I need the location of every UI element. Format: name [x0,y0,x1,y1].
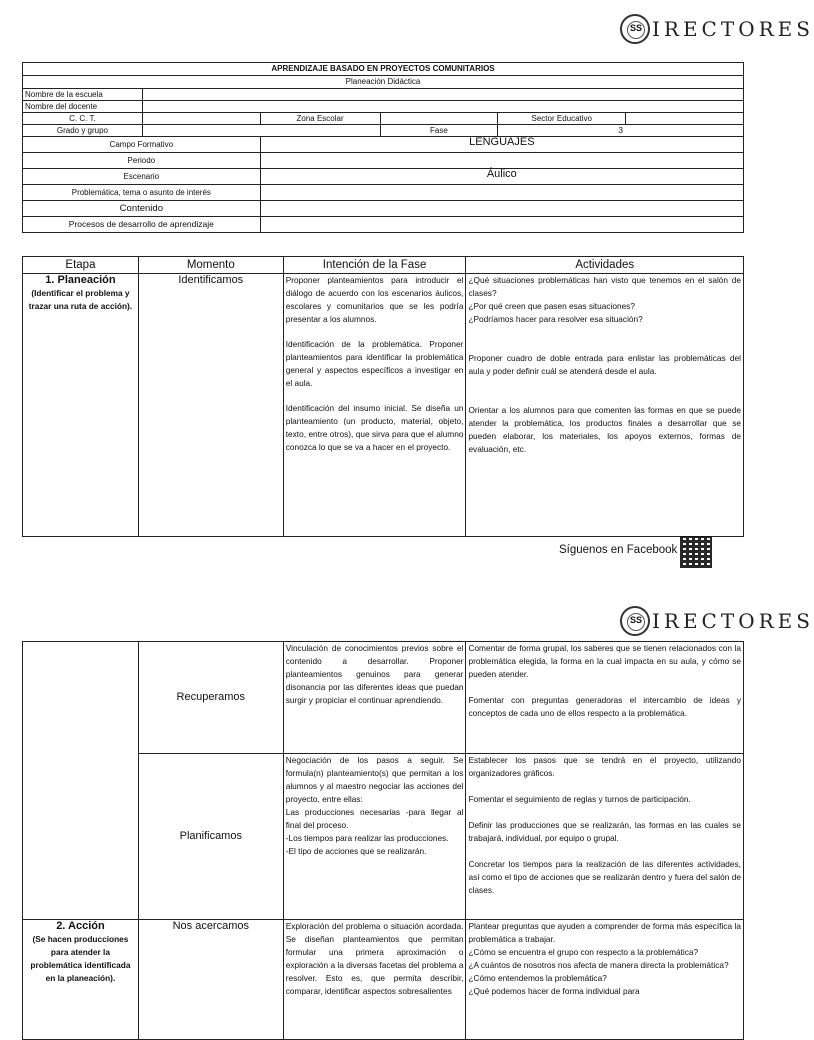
header-etapa: Etapa [23,257,139,274]
form-subtitle: Planeación Didáctica [23,76,744,89]
moment-nos-acercamos: Nos acercamos [138,920,283,1040]
label-sector: Sector Educativo [498,113,626,125]
qr-code-icon[interactable] [680,536,712,568]
moment-planificamos: Planificamos [138,754,283,920]
field-contenido[interactable] [260,201,743,217]
field-procesos[interactable] [260,217,743,233]
field-school[interactable] [142,89,743,101]
stage-table-2 [22,641,744,1040]
label-problematica: Problemática, tema o asunto de interés [23,185,261,201]
header-momento: Momento [138,257,283,274]
field-campo: LENGUAJES [260,137,743,153]
label-grade: Grado y grupo [23,125,143,137]
label-periodo: Periodo [23,153,261,169]
label-cct: C. C. T. [23,113,143,125]
field-teacher[interactable] [142,101,743,113]
label-procesos: Procesos de desarrollo de aprendizaje [23,217,261,233]
header-actividades: Actividades [466,257,744,274]
label-phase: Fase [380,125,498,137]
stage-table-1 [22,256,744,537]
field-periodo[interactable] [260,153,743,169]
intention-identificamos: Proponer planteamientos para introducir el diálogo de acuerdo con los escenarios áulicos, escolares y comunitarios que se les podría presentar a los alumnos. Identificación de la problemática. Proponer planteamientos para identificar la problemática general y aspectos específicos a investigar en el aula. Identificación del insumo inicial. Se diseña un planteamiento (un producto, material, objeto, texto, entre otros), que sirva para que el alumno conozca lo que se va a hacer en el proyecto. [283,274,466,537]
header-intencion: Intención de la Fase [283,257,466,274]
moment-identificamos: Identificamos [138,274,283,537]
field-sector[interactable] [626,113,744,125]
brand-logo-2 [620,606,814,636]
activities-nos-acercamos: Plantear preguntas que ayuden a comprender de forma más específica la problemática a trabajar. ¿Cómo se encuentra el grupo con respecto a la problemática? ¿A cuántos de nosotros nos afecta de manera directa la problemática? ¿Cómo entendemos la problemática? ¿Qué podemos hacer de forma individual para [466,920,744,1040]
moment-recuperamos: Recuperamos [138,642,283,754]
field-phase: 3 [498,125,744,137]
label-escenario: Escenario [23,169,261,185]
stage-planeacion-cont [23,642,139,920]
label-campo: Campo Formativo [23,137,261,153]
activities-identificamos: ¿Qué situaciones problemáticas han visto que tenemos en el salón de clases? ¿Por qué creen que pasen esas situaciones? ¿Podríamos hacer para resolver esa situación? Proponer cuadro de doble entrada para enlistar las problemáticas del aula y poder definir cuál se atenderá desde el aula. Orientar a los alumnos para que comenten las formas en que se puede atender la problemática, los productos finales a desarrollar que se pueden elaborar, los materiales, los apoyos externos, formas de evaluación, etc. [466,274,744,537]
intention-nos-acercamos: Exploración del problema o situación acordada. Se diseñan planteamientos que permitan formular una primera aproximación o exploración a la diversas facetas del problema a resolver. Esto es, que permita describir, comparar, identificar aspectos sobresalientes [283,920,466,1040]
intention-planificamos: Negociación de los pasos a seguir. Se formula(n) planteamiento(s) que permitan a los alumnos y al maestro negociar las acciones del proyecto, entre ellas: Las producciones necesarias -para llegar al final del proceso. -Los tiempos para realizar las producciones. -El tipo de acciones que se realizarán. [283,754,466,920]
label-school: Nombre de la escuela [23,89,143,101]
brand-wordmark: IRECTORES [652,17,814,41]
stage-accion: 2. Acción (Se hacen producciones para atender la problemática identificada en la planeación). [23,920,139,1040]
label-zone: Zona Escolar [260,113,380,125]
field-cct[interactable] [142,113,260,125]
follow-facebook-text: Síguenos en Facebook [559,544,678,556]
stage-planeacion: 1. Planeación (Identificar el problema y trazar una ruta de acción). [23,274,139,537]
field-escenario: Áulico [260,169,743,185]
field-zone[interactable] [380,113,498,125]
field-grade[interactable] [142,125,380,137]
field-problematica[interactable] [260,185,743,201]
seal-icon: SS [620,14,650,44]
seal-icon: SS [620,606,650,636]
brand-logo [620,14,814,44]
label-teacher: Nombre del docente [23,101,143,113]
label-contenido: Contenido [23,201,261,217]
brand-wordmark: IRECTORES [652,609,814,633]
activities-recuperamos: Comentar de forma grupal, los saberes que se tienen relacionados con la problemática elegida, la forma en la cual impacta en su aula, y cómo se pueden atender. Fomentar con preguntas generadoras el intercambio de ideas y conceptos de cada uno de ellos respecto a la problemática. [466,642,744,754]
activities-planificamos: Establecer los pasos que se tendrá en el proyecto, utilizando organizadores gráficos. Fomentar el seguimiento de reglas y turnos de participación. Definir las producciones que se realizarán, las formas en las cuales se trabajará, individual, por equipo o grupal. Concretar los tiempos para la realización de las diferentes actividades, así como el tipo de acciones que se realizarán dentro y fuera del salón de clases. [466,754,744,920]
planning-form [22,62,744,233]
intention-recuperamos: Vinculación de conocimientos previos sobre el contenido a desarrollar. Proponer planteamientos genuinos para generar disonancia por las diferentes ideas que puedan surgir y propiciar el continuar aprendiendo. [283,642,466,754]
form-title: APRENDIZAJE BASADO EN PROYECTOS COMUNITARIOS [23,63,744,76]
